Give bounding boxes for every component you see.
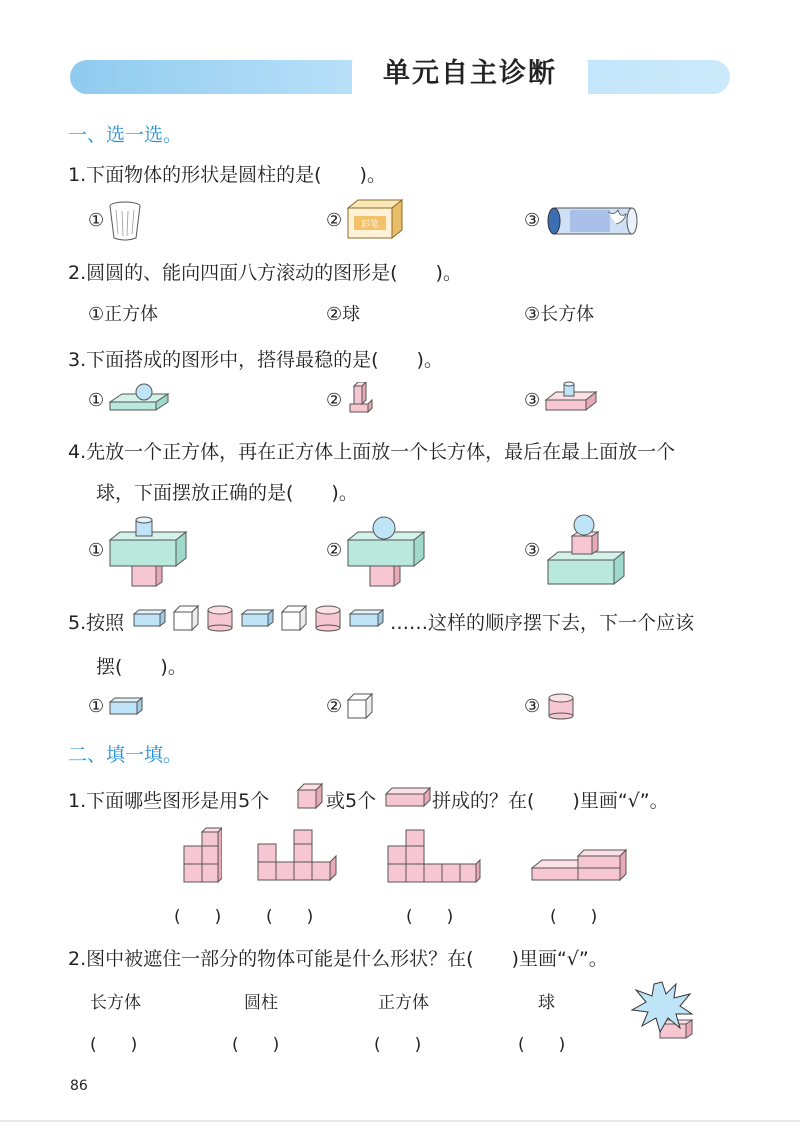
question-1-4-line2: 球，下面摆放正确的是( )。 (96, 482, 358, 504)
answer-paren-a[interactable]: ( ) (174, 907, 222, 927)
option-1-1-a[interactable]: ① (88, 210, 105, 231)
question-1-2: 2.圆圆的、能向四面八方滚动的图形是( )。 (68, 262, 462, 284)
flat-block-with-ball-icon (108, 382, 170, 416)
question-1-5-line2: 摆( )。 (96, 656, 187, 678)
option-1-4-a[interactable]: ① (88, 540, 105, 561)
figure-d-flat-slabs (530, 844, 628, 888)
seq-cuboid-icon (134, 610, 165, 626)
option-1-2-c[interactable]: ③长方体 (524, 304, 595, 325)
answer-paren-b[interactable]: ( ) (266, 907, 314, 927)
option-1-3-b[interactable]: ② (326, 390, 343, 411)
question-1-5-prefix: 5.按照 (68, 612, 125, 634)
answer-paren-d[interactable]: ( ) (550, 907, 598, 927)
seq-cube-icon (174, 606, 198, 630)
page-number: 86 (70, 1078, 88, 1094)
small-cube-icon (296, 782, 324, 814)
figure-c-blocks (386, 826, 482, 890)
question-2-2: 2.图中被遮住一部分的物体可能是什么形状？在( )里画“√”。 (68, 948, 608, 970)
option-1-3-a[interactable]: ① (88, 390, 105, 411)
option-1-1-c[interactable]: ③ (524, 210, 541, 231)
block-with-cylinder-icon (544, 380, 598, 416)
seq-cuboid-icon (242, 610, 273, 626)
footer-divider (0, 1120, 800, 1122)
label-cube: 正方体 (378, 993, 429, 1013)
answer-paren-cuboid[interactable]: ( ) (90, 1035, 138, 1055)
question-2-1-part1: 1.下面哪些图形是用5个 (68, 790, 270, 812)
option-1-5-b[interactable]: ② (326, 696, 343, 717)
small-cuboid-icon (384, 786, 432, 812)
seq-cylinder-icon (316, 606, 340, 631)
seq-cylinder-icon (208, 606, 232, 631)
question-2-1-part2: 或5个 (326, 790, 377, 812)
title-banner (70, 60, 730, 94)
option-1-5-c[interactable]: ③ (524, 696, 541, 717)
stack-ball-cube-block-icon (546, 514, 626, 590)
page-title: 单元自主诊断 (383, 58, 557, 89)
figure-b-steps (256, 828, 342, 888)
answer-paren-c[interactable]: ( ) (406, 907, 454, 927)
label-cylinder: 圆柱 (244, 993, 278, 1013)
cylinder-can-icon (546, 204, 638, 242)
section-heading-choose: 一、选一选。 (68, 124, 183, 146)
option-1-4-b[interactable]: ② (326, 540, 343, 561)
option-1-2-a[interactable]: ①正方体 (88, 304, 159, 325)
question-1-4-line1: 4.先放一个正方体，再在正方体上面放一个长方体，最后在最上面放一个 (68, 441, 676, 463)
label-ball: 球 (538, 993, 555, 1013)
box-label: 彩笔 (360, 220, 380, 230)
cube-icon (346, 692, 374, 724)
stack-ball-block-cube-icon (346, 516, 426, 592)
question-1-1: 1.下面物体的形状是圆柱的是( )。 (68, 164, 386, 186)
answer-paren-cylinder[interactable]: ( ) (232, 1035, 280, 1055)
seq-cuboid-icon (350, 610, 383, 626)
tall-block-icon (348, 382, 374, 418)
seq-cube-icon (282, 606, 306, 630)
title-tab (352, 50, 588, 98)
figure-a-tower (180, 826, 222, 890)
stack-cylinder-block-cube-icon (108, 516, 188, 592)
cylinder-icon (546, 692, 576, 724)
question-1-3: 3.下面搭成的图形中，搭得最稳的是( )。 (68, 349, 443, 371)
option-1-4-c[interactable]: ③ (524, 540, 541, 561)
hidden-object-burst-icon (630, 980, 694, 1046)
question-2-1-part3: 拼成的？在( )里画“√”。 (432, 790, 669, 812)
question-1-5-suffix: ……这样的顺序摆下去，下一个应该 (390, 612, 695, 634)
option-1-2-b[interactable]: ②球 (326, 304, 361, 325)
box-icon (346, 198, 404, 244)
option-1-3-c[interactable]: ③ (524, 390, 541, 411)
option-1-1-b[interactable]: ② (326, 210, 343, 231)
cup-icon (108, 200, 142, 246)
answer-paren-ball[interactable]: ( ) (518, 1035, 566, 1055)
option-1-5-a[interactable]: ① (88, 696, 105, 717)
shape-sequence (132, 604, 388, 638)
answer-paren-cube[interactable]: ( ) (374, 1035, 422, 1055)
label-cuboid: 长方体 (90, 993, 141, 1013)
section-heading-fill: 二、填一填。 (68, 744, 183, 766)
cuboid-icon (108, 694, 144, 720)
